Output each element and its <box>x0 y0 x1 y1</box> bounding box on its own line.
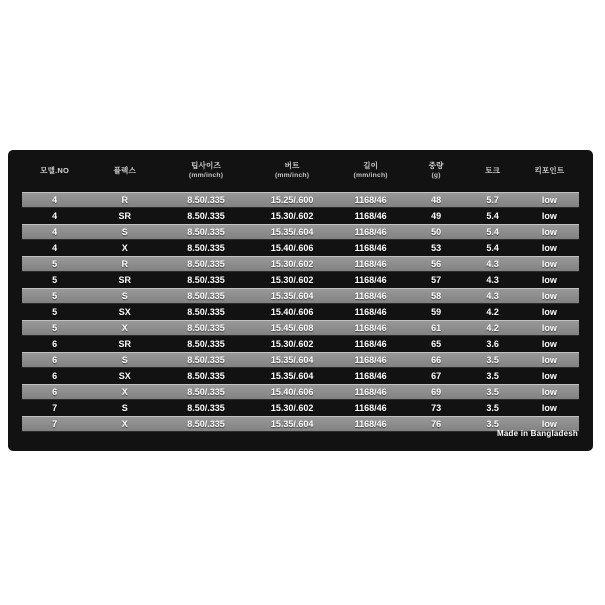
table-cell: 3.6 <box>486 339 499 349</box>
table-cell: 69 <box>431 387 442 397</box>
table-cell: 3.5 <box>486 419 499 429</box>
table-cell: 1168/46 <box>354 403 387 413</box>
table-cell: low <box>541 339 557 349</box>
table-cell: 15.35/.604 <box>270 227 314 237</box>
header-label: 킥포인트 <box>534 165 565 175</box>
table-cell: 15.30/.602 <box>270 339 314 349</box>
table-cell: S <box>121 403 128 413</box>
table-cell: 5 <box>52 323 58 333</box>
table-cell: 67 <box>431 371 442 381</box>
table-cell: low <box>541 195 557 205</box>
table-cell: 1168/46 <box>354 227 387 237</box>
table-cell: 8.50/.335 <box>187 227 225 237</box>
table-cell: S <box>121 291 128 301</box>
table-cell: 8.50/.335 <box>187 419 225 429</box>
table-cell: 8.50/.335 <box>187 307 225 317</box>
header-sublabel: (g) <box>431 172 441 180</box>
table-cell: 8.50/.335 <box>187 259 225 269</box>
table-cell: 8.50/.335 <box>187 243 225 253</box>
table-cell: low <box>541 211 557 221</box>
header-sublabel: (mm/inch) <box>274 172 310 180</box>
table-cell: 15.40/.606 <box>270 243 314 253</box>
table-cell: low <box>541 371 557 381</box>
header-label: 길이 <box>363 161 379 171</box>
table-cell: 15.35/.604 <box>270 355 314 365</box>
table-cell: 1168/46 <box>354 339 387 349</box>
table-cell: 6 <box>52 339 58 349</box>
spec-panel <box>8 150 593 451</box>
table-cell: 5 <box>52 291 58 301</box>
table-cell: low <box>541 355 557 365</box>
table-cell: S <box>121 355 128 365</box>
header-cell <box>407 161 465 180</box>
table-cell: 3.5 <box>486 355 499 365</box>
table-cell: 8.50/.335 <box>187 211 225 221</box>
table-cell: 7 <box>52 403 58 413</box>
table-cell: 57 <box>431 275 442 285</box>
table-cell: 8.50/.335 <box>187 275 225 285</box>
table-cell: 3.5 <box>486 371 499 381</box>
spec-table <box>22 150 579 432</box>
table-cell: 15.40/.606 <box>270 387 314 397</box>
table-cell: 7 <box>52 419 58 429</box>
table-cell: 15.30/.602 <box>270 403 314 413</box>
table-row <box>22 208 579 224</box>
table-cell: 15.35/.604 <box>270 291 314 301</box>
table-cell: 4.3 <box>486 291 499 301</box>
table-row <box>22 272 579 288</box>
table-row <box>22 304 579 320</box>
table-cell: 4.2 <box>486 323 499 333</box>
table-cell: 1168/46 <box>354 291 387 301</box>
table-cell: 15.30/.602 <box>270 259 314 269</box>
table-cell: R <box>121 259 128 269</box>
table-row <box>22 320 579 336</box>
table-cell: 1168/46 <box>354 307 387 317</box>
table-cell: 6 <box>52 387 58 397</box>
table-cell: 1168/46 <box>354 243 387 253</box>
table-cell: low <box>541 275 557 285</box>
table-cell: SX <box>118 307 131 317</box>
header-label: 플렉스 <box>113 165 136 175</box>
table-cell: 5.4 <box>486 211 499 221</box>
header-sublabel: (mm/inch) <box>188 172 224 180</box>
header-sublabel: (mm/inch) <box>353 172 388 180</box>
header-label: 토크 <box>485 165 501 175</box>
table-cell: 50 <box>431 227 442 237</box>
table-cell: 3.5 <box>486 403 499 413</box>
table-cell: 4 <box>52 243 58 253</box>
table-cell: 15.25/.600 <box>270 195 314 205</box>
table-cell: 8.50/.335 <box>187 339 225 349</box>
table-cell: X <box>121 323 128 333</box>
header-cell <box>22 166 87 176</box>
table-body <box>22 192 579 432</box>
table-cell: 56 <box>431 259 442 269</box>
table-cell: SR <box>118 275 131 285</box>
table-cell: X <box>121 387 128 397</box>
table-cell: SR <box>118 211 131 221</box>
table-row <box>22 256 579 272</box>
table-row <box>22 384 579 400</box>
table-cell: 1168/46 <box>354 323 387 333</box>
table-cell: 5 <box>52 275 58 285</box>
header-label: 중량 <box>428 161 444 171</box>
table-row <box>22 368 579 384</box>
table-cell: 8.50/.335 <box>187 403 225 413</box>
table-cell: SR <box>118 339 131 349</box>
table-cell: 8.50/.335 <box>187 195 225 205</box>
table-cell: 66 <box>431 355 442 365</box>
table-row <box>22 336 579 352</box>
table-cell: 8.50/.335 <box>187 323 225 333</box>
table-cell: SX <box>118 371 131 381</box>
table-row <box>22 352 579 368</box>
table-cell: 4 <box>52 211 58 221</box>
table-cell: low <box>541 323 557 333</box>
table-cell: 5.7 <box>486 195 499 205</box>
table-header-row <box>22 150 579 192</box>
table-row <box>22 416 579 432</box>
made-in-label: Made in Bangladesh <box>497 429 578 438</box>
table-cell: 48 <box>431 195 442 205</box>
table-cell: 73 <box>431 403 442 413</box>
table-cell: 1168/46 <box>354 195 387 205</box>
header-cell <box>465 166 520 176</box>
table-cell: 15.40/.606 <box>270 307 314 317</box>
table-cell: 1168/46 <box>354 259 387 269</box>
table-cell: low <box>541 403 557 413</box>
table-cell: 15.30/.602 <box>270 275 314 285</box>
table-cell: 53 <box>431 243 442 253</box>
table-cell: 65 <box>431 339 442 349</box>
header-label: 모델.NO <box>40 165 69 175</box>
table-cell: 1168/46 <box>354 211 387 221</box>
table-cell: low <box>541 243 557 253</box>
table-cell: 1168/46 <box>354 371 387 381</box>
table-cell: 15.45/.608 <box>270 323 314 333</box>
header-cell <box>162 161 249 180</box>
table-cell: 15.35/.604 <box>270 371 314 381</box>
table-cell: 5 <box>52 259 58 269</box>
table-cell: 1168/46 <box>354 275 387 285</box>
table-cell: 15.35/.604 <box>270 419 314 429</box>
table-cell: S <box>121 227 128 237</box>
table-cell: 1168/46 <box>354 387 387 397</box>
table-cell: 8.50/.335 <box>187 387 225 397</box>
table-cell: 59 <box>431 307 442 317</box>
table-cell: 1168/46 <box>354 419 387 429</box>
table-cell: 6 <box>52 355 58 365</box>
table-cell: 4.3 <box>486 275 499 285</box>
table-row <box>22 224 579 240</box>
table-cell: 76 <box>431 419 442 429</box>
table-cell: X <box>121 419 128 429</box>
header-cell <box>520 166 579 176</box>
table-cell: 49 <box>431 211 442 221</box>
header-cell <box>250 161 335 180</box>
table-cell: 5 <box>52 307 58 317</box>
table-cell: X <box>121 243 128 253</box>
table-cell: 8.50/.335 <box>187 291 225 301</box>
table-row <box>22 288 579 304</box>
table-cell: 5.4 <box>486 243 499 253</box>
table-cell: low <box>541 227 557 237</box>
table-cell: 6 <box>52 371 58 381</box>
table-cell: 8.50/.335 <box>187 355 225 365</box>
table-row <box>22 192 579 208</box>
table-cell: low <box>541 259 557 269</box>
table-cell: low <box>541 307 557 317</box>
table-cell: 4.3 <box>486 259 499 269</box>
table-cell: low <box>541 419 557 429</box>
table-row <box>22 240 579 256</box>
table-cell: low <box>541 387 557 397</box>
table-cell: 3.5 <box>486 387 499 397</box>
table-cell: low <box>541 291 557 301</box>
table-cell: 61 <box>431 323 442 333</box>
table-cell: 58 <box>431 291 442 301</box>
table-cell: 15.30/.602 <box>270 211 314 221</box>
header-label: 팁사이즈 <box>191 161 221 171</box>
table-cell: 5.4 <box>486 227 499 237</box>
header-cell <box>87 166 162 176</box>
table-cell: 4.2 <box>486 307 499 317</box>
table-row <box>22 400 579 416</box>
table-cell: R <box>121 195 128 205</box>
table-cell: 1168/46 <box>354 355 387 365</box>
header-label: 버트 <box>284 161 300 171</box>
table-cell: 8.50/.335 <box>187 371 225 381</box>
header-cell <box>334 161 406 180</box>
table-cell: 4 <box>52 195 58 205</box>
table-cell: 4 <box>52 227 58 237</box>
